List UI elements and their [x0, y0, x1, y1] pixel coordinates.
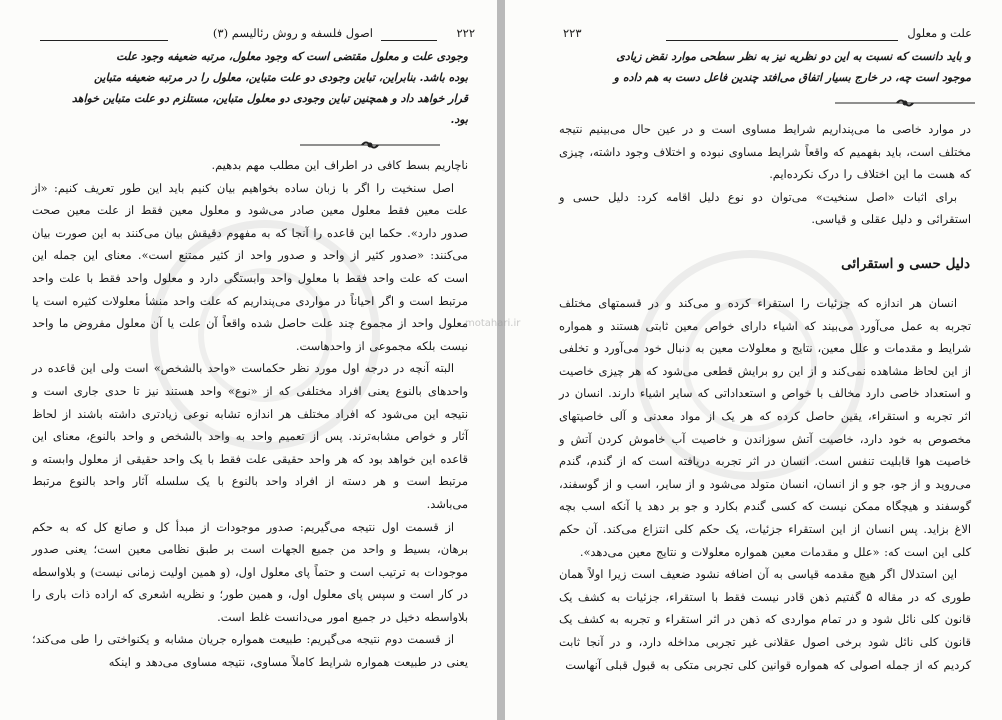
section-heading: دلیل حسی و استقرائی — [841, 256, 970, 272]
right-page-number: ۲۲۳ — [563, 26, 582, 40]
left-page-number: ۲۲۲ — [456, 26, 475, 40]
watermark-text: motahari.ir — [465, 318, 521, 329]
quote-line: موجود است چه، در خارج بسیار اتفاق می‌افتد چندین فاعل دست به هم داده و — [613, 71, 971, 84]
right-body-text-top — [559, 118, 971, 231]
paragraph: برای اثبات «اصل سنخیت» می‌توان دو نوع دلیل اقامه کرد: دلیل حسی و استقرائی و دلیل عقلی و قیاسی. — [559, 189, 971, 227]
header-rule — [666, 40, 898, 41]
left-page-header — [0, 26, 497, 46]
left-page — [0, 0, 497, 720]
divider-ornament-icon — [835, 98, 975, 108]
right-footnote-quote — [559, 46, 971, 88]
quote-line: و باید دانست که نسبت به این دو نظریه نیز به نظر سطحی موارد نقض زیادی — [616, 50, 971, 63]
right-page-header — [505, 26, 1002, 46]
paragraph: انسان هر اندازه که جزئیات را استقراء کرده و می‌کند و در قسمتهای مختلف تجربه به عمل می‌آورد می‌بیند که اشیاء دارای خواص معین ثابتی هستند و همواره شرایط و مقدمات و علل معین، نتایج و معلولات معین به دنبال خود می‌آورد و تخلفی از این لحاظ مشاهده نمی‌کند و از این رو برایش قطعی می‌شود که هر چیزی خاصیت و استعداد خاصی دارد مخالف با خواص و استعداداتی که سایر اشیاء دارند. انسان در اثر تجربه و استقراء، یقین حاصل کرده که هر یک از مواد معدنی و آلی خاصیتهای مخصوص به خود دارد، خاصیت آتش سوزاندن و خاصیت آب خاموش کردن آتش و خاصیت هوا قابلیت تنفس است. انسان در اثر تجربه دریافته است که از گندم، گندم می‌روید و از جو، جو و از انسان، انسان متولد می‌شود و از سایر، اسب و از گوسفند، گوسفند و هیچگاه ممکن نیست که کسی گندم بکارد و جو بر دهد یا آنکه اسب بچه الاغ بزاید. پس انسان از این استقراء جزئیات، یک حکم کلی انتزاع می‌کند. آن حکم کلی این است که: «علل و مقدمات معین همواره معلولات و نتایج معین می‌دهد». — [559, 296, 971, 559]
header-rule — [381, 40, 437, 41]
quote-line: وجودی علت و معلول مقتضی است که وجود معلول، مرتبه ضعیفه وجود علت — [116, 50, 468, 63]
paragraph: البته آنچه در درجه اول مورد نظر حکماست «واحد بالشخص» است ولی این قاعده در واحدهای بالنوع یعنی افراد مختلفی که از «نوع» واحد هستند نیز تا حدی جاری است و نتیجه این می‌شود که افراد مختلف هر اندازه تشابه نوعی زیادتری داشته باشند از لحاظ آثار و خواص مشابه‌ترند. پس از تعمیم واحد به واحد بالشخص و واحد بالنوع، معنای این قاعده این خواهد بود که هر واحد حقیقی علت فقط با یک واحد حقیقی از معلول وابسته و مرتبط است و هر دسته از افراد واحد بالنوع با یک سلسله آثار واحد بالنوع مرتبط می‌باشد. — [32, 361, 468, 511]
quote-line: بود. — [450, 113, 468, 126]
left-body-text — [32, 154, 468, 674]
left-footnote-quote — [32, 46, 468, 130]
paragraph: ناچاریم بسط کافی در اطراف این مطلب مهم بدهیم. — [211, 158, 468, 172]
header-rule — [40, 40, 168, 41]
paragraph: از قسمت اول نتیجه می‌گیریم: صدور موجودات از مبدأ کل و صانع کل که به حکم برهان، بسیط و واحد من جمیع الجهات است بر طبق نظامی معین است؛ یعنی صدور موجودات به ترتیب است و حتماً پای معلول اول، (و همین اولیت زمانی نیست) و بلاواسطه در کار است و سپس پای معلول اول، و همین طور؛ و نظریه اشعری که اراده ذات باری را بلاواسطه دخیل در جمیع امور می‌دانست غلط است. — [31, 519, 468, 624]
paragraph: از قسمت دوم نتیجه می‌گیریم: طبیعت همواره جریان مشابه و یکنواختی را طی می‌کند؛ یعنی در طبیعت همواره شرایط کاملاً مساوی، نتیجه مساوی می‌دهد و اینکه — [32, 632, 468, 670]
paragraph: در موارد خاصی ما می‌پنداریم شرایط مساوی است و در عین حال می‌بینیم نتیجه مختلف است، باید بفهمیم که واقعاً شرایط مساوی نبوده و اختلاف وجود داشته، چیزی که هست ما این اختلاف را درک نکرده‌ایم. — [559, 122, 971, 182]
right-page-header-title: علت و معلول — [907, 26, 972, 40]
right-body-text-bottom — [559, 292, 971, 676]
book-gutter — [497, 0, 505, 720]
paragraph: این استدلال اگر هیچ مقدمه قیاسی به آن اضافه نشود ضعیف است زیرا اولاً همان طوری که در مقاله ۵ گفتیم ذهن قادر نیست فقط با استقراء، جزئیات به کشف یک قانون کلی نائل شود و در تمام مواردی که ذهن در اثر استقراء و تجربه به کشف یک قانون کلی نائل شود برخی اصول عقلانی غیر تجربی مداخله دارد، و در آنجا ثابت کردیم که از جمله اصولی که همواره قوانین کلی تجربی متکی به قبول قبلی آنهاست — [559, 567, 971, 672]
left-page-header-title: اصول فلسفه و روش رئالیسم (۳) — [212, 26, 373, 40]
quote-line: بوده باشد. بنابراین، تباین وجودی دو علت متباین، معلول را در مرتبه ضعیفه متباین — [94, 71, 468, 84]
divider-ornament-icon — [300, 140, 440, 150]
paragraph: اصل سنخیت را اگر با زبان ساده بخواهیم بیان کنیم باید این طور تعریف کنیم: «از علت معین فقط معلول معین صادر می‌شود و معلول معین فقط از علت معین صحت صدور دارد». حکما این قاعده را آنجا که به مفهوم دقیقش بیان می‌کنند به این صورت بیان می‌کنند: «صدور کثیر از واحد و صدور واحد از کثیر ممتنع است». معنای این جمله این است که علت واحد فقط با معلول واحد وابستگی دارد و معلول واحد فقط با علت واحد مرتبط است و اگر احیاناً در مواردی می‌پنداریم که علت واحد منشأ معلولات کثیره است یا معلول واحد از مجموع چند علت حاصل شده واقعاً آن علت یا آن معلول مفروض ما واحد نیست بلکه مجموعی از واحدهاست. — [32, 180, 468, 353]
quote-line: قرار خواهد داد و همچنین تباین وجودی دو معلول متباین، مستلزم دو علت متباین خواهد — [71, 92, 468, 105]
